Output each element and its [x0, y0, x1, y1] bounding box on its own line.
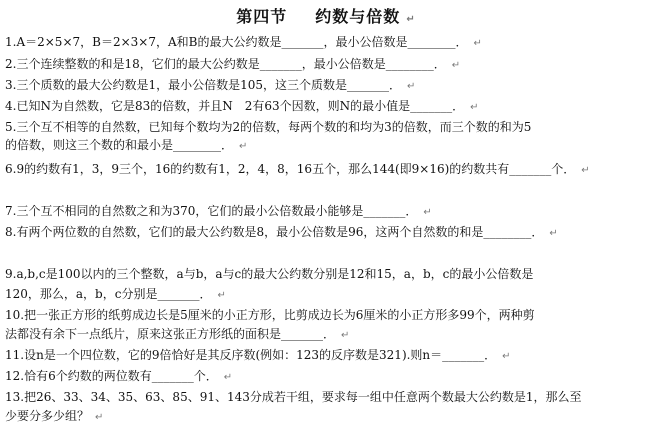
section-number: 第四节 — [236, 7, 288, 26]
question-12 — [5, 367, 647, 387]
section-title — [0, 4, 652, 27]
paragraph-mark-icon: ↵ — [470, 102, 479, 113]
question-text: 8.有两个两位数的自然数，它们的最大公约数是8，最小公倍数是96，这两个自然数的和是________． — [5, 225, 544, 239]
question-6 — [5, 160, 647, 180]
question-13-line-1 — [5, 388, 647, 406]
question-11 — [5, 346, 647, 366]
paragraph-mark-icon: ↵ — [451, 60, 461, 71]
question-9-line-2 — [5, 285, 647, 305]
question-text: 12.恰有6个约数的两位数有_______个． — [5, 369, 218, 383]
question-text: 法都没有余下一点纸片，原来这张正方形纸的面积是_______． — [5, 327, 336, 341]
question-text: 1.A＝2×5×7，B＝2×3×7，A和B的最大公约数是_______，最小公倍数是________． — [5, 35, 468, 49]
paragraph-mark-icon: ↵ — [406, 14, 416, 25]
question-13-line-2 — [5, 407, 647, 427]
question-text: 少要分多少组？ — [5, 409, 90, 423]
question-8 — [5, 223, 647, 243]
question-text: 5.三个互不相等的自然数，已知每个数均为2的倍数，每两个数的和均为3的倍数，而三个数的和为5 — [5, 120, 532, 134]
question-5-line-1 — [5, 118, 647, 136]
paragraph-mark-icon: ↵ — [95, 412, 104, 423]
paragraph-mark-icon: ↵ — [423, 207, 432, 218]
question-text: 13.把26、33、34、35、63、85、91、143分成若干组，要求每一组中任意两个数最大公约数是1，那么至 — [5, 390, 582, 404]
question-text: 6.9的约数有1，3，9三个，16的约数有1，2，4，8，16五个，那么144(即9×16)的约数共有_______个． — [5, 162, 576, 176]
question-text: 120，那么，a，b，c分别是_______． — [5, 287, 212, 301]
question-text: 11.设n是一个四位数，它的9倍恰好是其反序数(例如：123的反序数是321).则n＝_______． — [5, 348, 497, 362]
paragraph-mark-icon: ↵ — [341, 330, 350, 341]
question-text: 7.三个互不相同的自然数之和为370，它们的最小公倍数最小能够是_______． — [5, 204, 418, 218]
question-text: 的倍数，则这三个数的和最小是________． — [5, 138, 234, 152]
question-10-line-1 — [5, 306, 647, 324]
question-text: 10.把一张正方形的纸剪成边长是5厘米的小正方形，比剪成边长为6厘米的小正方形多99个，两种剪 — [5, 308, 535, 322]
question-7 — [5, 202, 647, 222]
paragraph-mark-icon: ↵ — [473, 38, 482, 49]
section-topic: 约数与倍数 — [315, 7, 401, 26]
paragraph-mark-icon: ↵ — [581, 165, 590, 176]
question-3 — [5, 76, 647, 96]
question-1 — [5, 33, 647, 53]
question-2 — [5, 55, 647, 75]
question-5-line-2 — [5, 136, 647, 156]
paragraph-mark-icon: ↵ — [407, 81, 416, 92]
question-4 — [5, 97, 647, 117]
question-text: 2.三个连续整数的和是18，它们的最大公约数是_______，最小公倍数是________． — [5, 57, 446, 71]
question-text: 4.已知N为自然数，它是83的倍数，并且N 2有63个因数，则N的最小值是_______． — [5, 99, 465, 113]
question-text: 9.a,b,c是100以内的三个整数，a与b，a与c的最大公约数分别是12和15，a，b，c的最小公倍数是 — [5, 267, 534, 281]
paragraph-mark-icon: ↵ — [549, 228, 558, 239]
paragraph-mark-icon: ↵ — [223, 372, 233, 383]
paragraph-mark-icon: ↵ — [239, 141, 248, 152]
paragraph-mark-icon: ↵ — [502, 351, 511, 362]
question-10-line-2 — [5, 325, 647, 345]
paragraph-mark-icon: ↵ — [217, 290, 226, 301]
question-9-line-1 — [5, 265, 647, 283]
question-text: 3.三个质数的最大公约数是1，最小公倍数是105，这三个质数是_______． — [5, 78, 401, 92]
